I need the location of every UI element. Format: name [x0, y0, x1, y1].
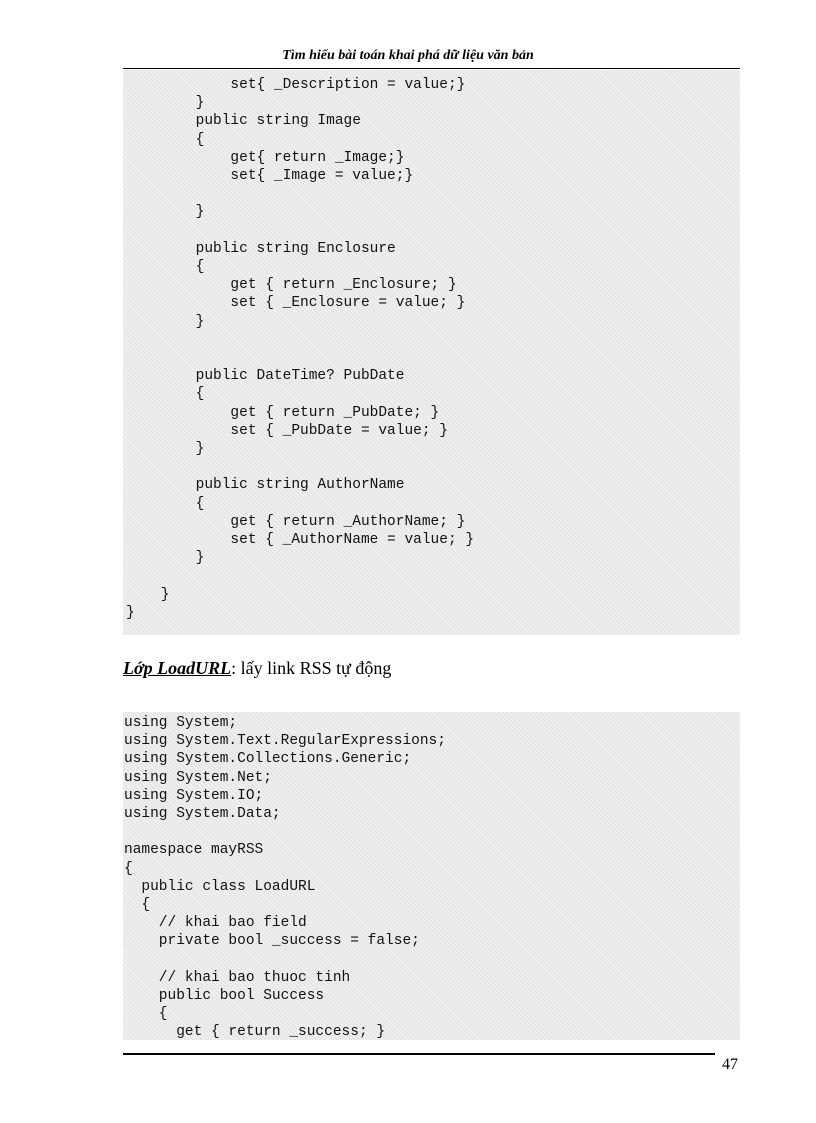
- class-name-label: Lớp LoadURL: [123, 658, 232, 678]
- code-text: using System; using System.Text.RegularExpressions; using System.Collections.Generic; using System.Net; using System.IO; using System.Data; namespace mayRSS { public class LoadURL { // khai bao field private bool _success = false; // khai bao thuoc tinh public bool Success { get { return _success; }: [124, 715, 446, 1040]
- code-listing-loadurl: [123, 712, 740, 1040]
- section-heading: [123, 658, 391, 679]
- section-description: : lấy link RSS tự động: [231, 658, 392, 678]
- code-listing-continued: [123, 70, 740, 635]
- header-divider: [123, 68, 740, 69]
- footer-divider: [123, 1053, 715, 1055]
- page-number: 47: [722, 1056, 738, 1073]
- code-text: set{ _Description = value;} } public string Image { get{ return _Image;} set{ _Image = value;} } public string Enclosure { get { return _Enclosure; } set { _Enclosure = value; } } public DateTime? PubDate { get { return _PubDate; } set { _PubDate = value; } } public string AuthorName { get { return _AuthorName; } set { _AuthorName = value; } } } }: [126, 77, 475, 621]
- running-header-title: Tìm hiểu bài toán khai phá dữ liệu văn bản: [282, 48, 534, 63]
